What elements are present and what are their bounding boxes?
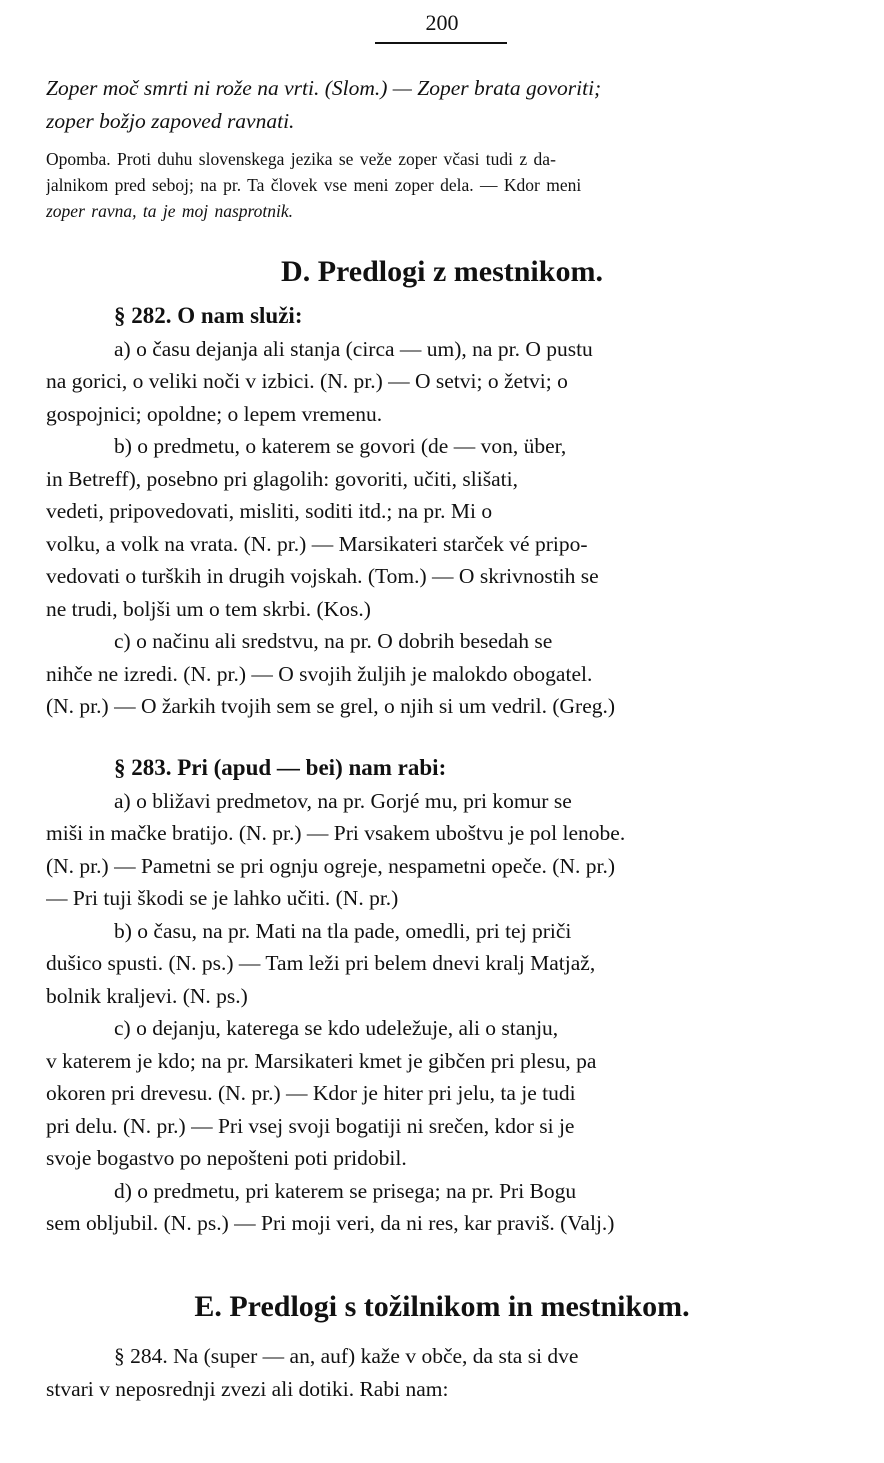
text-line: bolnik kraljevi. (N. ps.) [46,983,248,1008]
text-line: vedeti, pripovedovati, misliti, soditi itd.; na pr. Mi o [46,499,493,523]
text-line: in Betreff), posebno pri glagolih: govoriti, učiti, slišati, [46,466,518,491]
text-line: (N. pr.) — O žarkih tvojih sem se grel, o njih si um vedril. (Greg.) [46,694,616,718]
text-line: volku, a volk na vrata. (N. pr.) — Marsikateri starček vé pripo- [46,531,588,556]
text-line: a) o bližavi predmetov, na pr. Gorjé mu, pri komur se [114,788,572,813]
text-line: a) o času dejanja ali stanja (circa — um), na pr. O pustu [114,336,593,361]
text-line: b) o predmetu, o katerem se govori (de — von, über, [114,434,567,458]
text-line: b) o času, na pr. Mati na tla pade, omedli, pri tej priči [114,918,572,943]
text-line: (N. pr.) — Pametni se pri ognju ogreje, nespametni opeče. (N. pr.) [46,853,616,878]
note-line: jalnikom pred seboj; na pr. Ta človek vse meni zoper dela. — Kdor meni [46,175,582,195]
text-line: dušico spusti. (N. ps.) — Tam leži pri belem dnevi kralj Matjaž, [46,951,596,975]
text-line: ne trudi, boljši um o tem skrbi. (Kos.) [46,596,371,621]
page-number-rule [375,42,507,44]
section-heading-d: D. Predlogi z mestnikom. [281,255,603,288]
text-line: svoje bogastvo po nepošteni poti pridobil. [46,1146,407,1170]
top-paragraph [46,72,842,137]
text-line: § 284. Na (super — an, auf) kaže v obče, da sta si dve [114,1344,579,1368]
text-line: v katerem je kdo; na pr. Marsikateri kmet je gibčen pri plesu, pa [46,1048,597,1073]
section-283 [46,752,842,1240]
paragraph-heading: § 282. O nam služi: [114,303,303,328]
text-line: stvari v neposrednji zvezi ali dotiki. Rabi nam: [46,1376,449,1401]
note-line: zoper ravna, ta je moj nasprotnik. [46,201,294,221]
text-line: zoper božjo zapoved ravnati. [46,108,295,133]
text-line: na gorici, o veliki noči v izbici. (N. pr.) — O setvi; o žetvi; o [46,369,568,393]
text-line: c) o dejanju, katerega se kdo udeležuje, ali o stanju, [114,1016,559,1040]
text-line: c) o načinu ali sredstvu, na pr. O dobrih besedah se [114,629,553,653]
text-line: Zoper moč smrti ni rože na vrti. (Slom.) — Zoper brata govoriti; [46,76,602,100]
section-282 [46,300,842,723]
text-line: d) o predmetu, pri katerem se prisega; na pr. Pri Bogu [114,1178,577,1203]
text-line: miši in mačke bratijo. (N. pr.) — Pri vsakem uboštvu je pol lenobe. [46,821,626,845]
paragraph-heading: § 283. Pri (apud — bei) nam rabi: [114,755,447,780]
text-line: — Pri tuji škodi se je lahko učiti. (N. pr.) [46,886,399,910]
text-line: sem obljubil. (N. ps.) — Pri moji veri, da ni res, kar praviš. (Valj.) [46,1211,615,1235]
text-line: pri delu. (N. pr.) — Pri vsej svoji bogatiji ni srečen, kdor si je [46,1113,575,1138]
text-line: gospojnici; opoldne; o lepem vremenu. [46,401,383,426]
note-paragraph [46,146,842,224]
text-line: okoren pri drevesu. (N. pr.) — Kdor je hiter pri jelu, ta je tudi [46,1081,576,1105]
section-284 [46,1340,842,1405]
text-line: vedovati o turških in drugih vojskah. (Tom.) — O skrivnostih se [46,564,599,588]
note-line: Opomba. Proti duhu slovenskega jezika se veže zoper včasi tudi z da- [46,149,556,169]
page-number: 200 [425,10,459,35]
text-line: nihče ne izredi. (N. pr.) — O svojih žuljih je malokdo obogatel. [46,661,593,686]
section-heading-e: E. Predlogi s tožilnikom in mestnikom. [194,1290,690,1323]
